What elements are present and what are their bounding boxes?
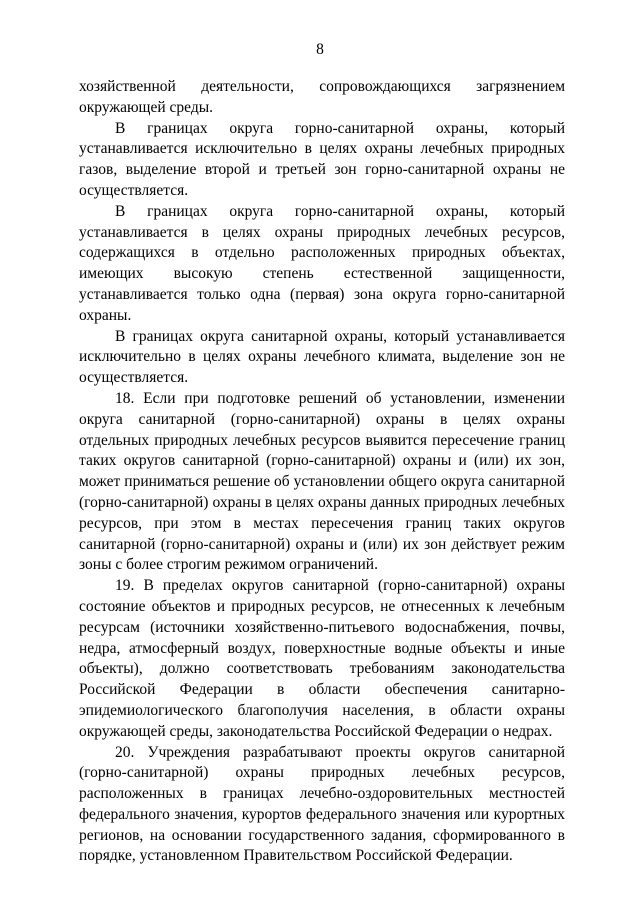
page-number: 8 [316, 41, 324, 58]
paragraph-isolated-resources: В границах округа горно-санитарной охраны, который устанавливается в целях охраны природных лечебных ресурсов, содержащихся в отдельно расположенных природных объектах, имеющих высокую степень естественной защищенности, устанавливается только одна (первая) зона округа горно-санитарной охраны. [79, 202, 565, 324]
paragraph-continuation: хозяйственной деятельности, сопровождающихся загрязнением окружающей среды. [79, 78, 565, 116]
document-body [79, 77, 565, 867]
paragraph-item-20: 20. Учреждения разрабатывают проекты округов санитарной (горно-санитарной) охраны природных лечебных ресурсов, расположенных в границах лечебно-оздоровительных местностей федерального значения, курортов федерального значения или курортных регионов, на основании государственного задания, сформированного в порядке, установленном Правительством Российской Федерации. [79, 743, 565, 865]
paragraph-mineral-gases: В границах округа горно-санитарной охраны, который устанавливается исключительно в целях охраны лечебных природных газов, выделение второй и третьей зон горно-санитарной охраны не осуществляется. [79, 119, 565, 199]
paragraph-item-19: 19. В пределах округов санитарной (горно-санитарной) охраны состояние объектов и природных ресурсов, не отнесенных к лечебным ресурсам (источники хозяйственно-питьевого водоснабжения, почвы, недра, атмосферный воздух, поверхностные водные объекты и иные объекты), должно соответствовать требованиям законодательства Российской Федерации в области обеспечения санитарно-эпидемиологического благополучия населения, в области охраны окружающей среды, законодательства Российской Федерации о недрах. [79, 577, 565, 740]
paragraph-climate-protection: В границах округа санитарной охраны, который устанавливается исключительно в целях охраны лечебного климата, выделение зон не осуществляется. [79, 327, 565, 387]
paragraph-item-18: 18. Если при подготовке решений об установлении, изменении округа санитарной (горно-санитарной) охраны в целях охраны отдельных природных лечебных ресурсов выявится пересечение границ таких округов санитарной (горно-санитарной) охраны и (или) их зон, может приниматься решение об установлении общего округа санитарной (горно-санитарной) охраны в целях охраны данных природных лечебных ресурсов, при этом в местах пересечения границ таких округов санитарной (горно-санитарной) охраны и (или) их зон действует режим зоны с более строгим режимом ограничений. [79, 389, 565, 574]
